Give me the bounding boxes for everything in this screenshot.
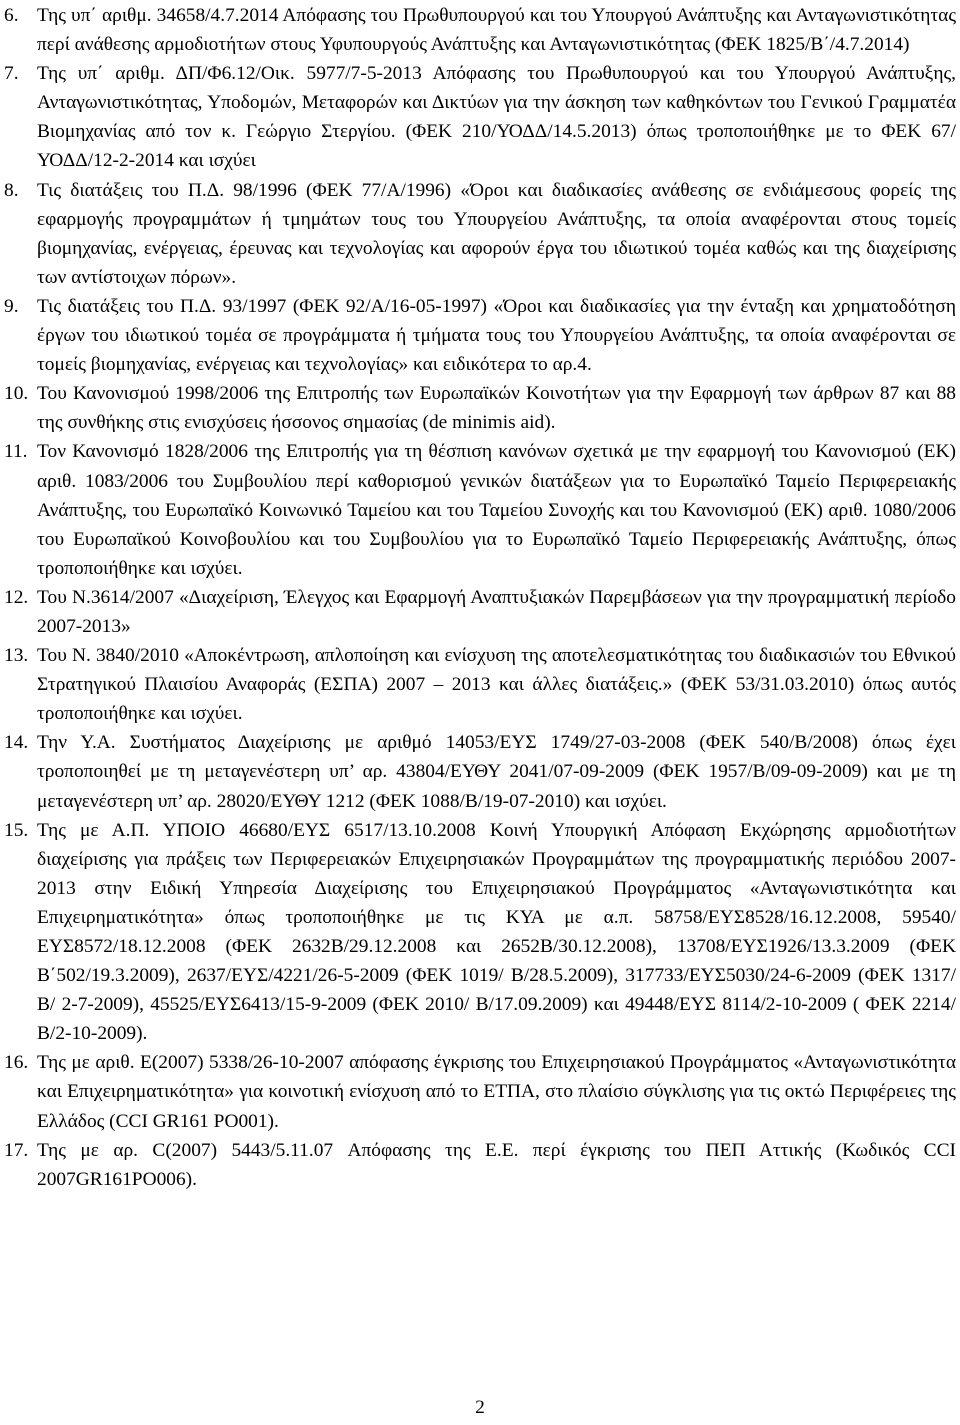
item-text: Της υπ΄ αριθμ. ΔΠ/Φ6.12/Οικ. 5977/7-5-2013 Απόφασης του Πρωθυπουργού και του Υπουργού Ανάπτυξης, Ανταγωνιστικότητας, Υποδομών, Μεταφορών και Δικτύων για την άσκηση των καθηκόντων του Γενικού Γραμματέα Βιομηχανίας από τον κ. Γεώργιο Στεργίου. (ΦΕΚ 210/ΥΟΔΔ/14.5.2013) όπως τροποποιήθηκε με το ΦΕΚ 67/ΥΟΔΔ/12-2-2014 και ισχύει bbox=[37, 63, 956, 172]
item-number: 8. bbox=[4, 179, 19, 201]
item-number: 7. bbox=[4, 63, 19, 85]
list-item bbox=[4, 176, 956, 292]
item-number: 17. bbox=[4, 1139, 29, 1161]
item-text: Του Ν.3614/2007 «Διαχείριση, Έλεγχος και Εφαρμογή Αναπτυξιακών Παρεμβάσεων για την προγραμματική περίοδο 2007-2013» bbox=[37, 586, 956, 637]
item-text: Τον Κανονισμό 1828/2006 της Επιτροπής για τη θέσπιση κανόνων σχετικά με την εφαρμογή του Κανονισμού (ΕΚ) αριθ. 1083/2006 του Συμβουλίου περί καθορισμού γενικών διατάξεων για το Ευρωπαϊκό Ταμείο Περιφερειακής Ανάπτυξης, του Ευρωπαϊκό Κοινωνικό Ταμείου και του Ταμείου Συνοχής και του Κανονισμού (ΕΚ) αριθ. 1080/2006 του Ευρωπαϊκού Κοινοβουλίου και του Συμβουλίου για το Ευρωπαϊκό Ταμείο Περιφερειακής Ανάπτυξης, όπως τροποποιήθηκε και ισχύει. bbox=[37, 441, 956, 579]
item-text: Της με αριθ. Ε(2007) 5338/26-10-2007 απόφασης έγκρισης του Επιχειρησιακού Προγράμματος «Ανταγωνιστικότητα και Επιχειρηματικότητα» για κοινοτική ενίσχυση από το ΕΤΠΑ, στο πλαίσιο σύγκλισης για τις οκτώ Περιφέρειες της Ελλάδος (CCI GR161 PO001). bbox=[37, 1052, 956, 1132]
item-number: 16. bbox=[4, 1052, 29, 1074]
list-item bbox=[4, 1048, 956, 1135]
list-item bbox=[4, 59, 956, 175]
item-number: 15. bbox=[4, 819, 29, 841]
item-text: Του Κανονισμού 1998/2006 της Επιτροπής των Ευρωπαϊκών Κοινοτήτων για την Εφαρμογή των άρθρων 87 και 88 της συνθήκης στις ενισχύσεις ήσσονος σημασίας (de minimis aid). bbox=[37, 383, 956, 434]
item-number: 9. bbox=[4, 295, 19, 317]
list-item bbox=[4, 1136, 956, 1194]
item-text: Τις διατάξεις του Π.Δ. 98/1996 (ΦΕΚ 77/Α/1996) «Όροι και διαδικασίες ανάθεσης σε ενδιάμεσους φορείς της εφαρμογής προγραμμάτων ή τμημάτων τους του Υπουργείου Ανάπτυξης, τα οποία αναφέρονται στους τομείς βιομηχανίας, ενέργειας, έρευνας και τεχνολογίας και αφορούν έργα του ιδιωτικού τομέα καθώς και της διαχείρισης των αντίστοιχων πόρων». bbox=[37, 179, 956, 288]
item-text: Του Ν. 3840/2010 «Αποκέντρωση, απλοποίηση και ενίσχυση της αποτελεσματικότητας του διαδικασιών του Εθνικού Στρατηγικού Πλαισίου Αναφοράς (ΕΣΠΑ) 2007 – 2013 και άλλες διατάξεις.» (ΦΕΚ 53/31.03.2010) όπως αυτός τροποποιήθηκε και ισχύει. bbox=[37, 645, 956, 725]
legal-references-list bbox=[4, 1, 956, 1194]
item-text: Τις διατάξεις του Π.Δ. 93/1997 (ΦΕΚ 92/Α/16-05-1997) «Όροι και διαδικασίες για την ένταξη και χρηματοδότηση έργων του ιδιωτικού τομέα σε προγράμματα ή τμήματα τους του Υπουργείου Ανάπτυξης, τα οποία αναφέρονται σε τομείς βιομηχανίας, ενέργειας και τεχνολογίας» και ειδικότερα το αρ.4. bbox=[37, 295, 956, 376]
item-number: 13. bbox=[4, 645, 29, 667]
list-item bbox=[4, 1, 956, 59]
page-number: 2 bbox=[475, 1397, 485, 1418]
item-number: 10. bbox=[4, 383, 29, 405]
item-number: 11. bbox=[4, 441, 28, 463]
list-item bbox=[4, 292, 956, 379]
item-text: Της υπ΄ αριθμ. 34658/4.7.2014 Απόφασης του Πρωθυπουργού και του Υπουργού Ανάπτυξης και Ανταγωνιστικότητας περί ανάθεσης αρμοδιοτήτων στους Υφυπουργούς Ανάπτυξης και Ανταγωνιστικότητας (ΦΕΚ 1825/Β΄/4.7.2014) bbox=[37, 5, 956, 56]
item-number: 14. bbox=[4, 732, 29, 754]
list-item bbox=[4, 641, 956, 728]
list-item bbox=[4, 816, 956, 1049]
list-item bbox=[4, 437, 956, 582]
list-item bbox=[4, 379, 956, 437]
list-item bbox=[4, 728, 956, 815]
item-text: Της με Α.Π. ΥΠΟΙΟ 46680/ΕΥΣ 6517/13.10.2008 Κοινή Υπουργική Απόφαση Εκχώρησης αρμοδιοτήτων διαχείρισης για πράξεις των Περιφερειακών Επιχειρησιακών Προγραμμάτων της προγραμματικής περιόδου 2007-2013 στην Ειδική Υπηρεσία Διαχείρισης του Επιχειρησιακού Προγράμματος «Ανταγωνιστικότητα και Επιχειρηματικότητα» όπως τροποποιήθηκε με τις ΚΥΑ με α.π. 58758/ΕΥΣ8528/16.12.2008, 59540/ΕΥΣ8572/18.12.2008 (ΦΕΚ 2632Β/29.12.2008 και 2652Β/30.12.2008), 13708/ΕΥΣ1926/13.3.2009 (ΦΕΚ Β΄502/19.3.2009), 2637/ΕΥΣ/4221/26-5-2009 (ΦΕΚ 1019/ Β/28.5.2009), 317733/ΕΥΣ5030/24-6-2009 (ΦΕΚ 1317/ Β/ 2-7-2009), 45525/ΕΥΣ6413/15-9-2009 (ΦΕΚ 2010/ Β/17.09.2009) και 49448/ΕΥΣ 8114/2-10-2009 ( ΦΕΚ 2214/ Β/2-10-2009). bbox=[37, 819, 956, 1045]
item-text: Της με αρ. C(2007) 5443/5.11.07 Απόφασης της Ε.Ε. περί έγκρισης του ΠΕΠ Αττικής (Κωδικός CCI 2007GR161PO006). bbox=[37, 1139, 956, 1190]
item-number: 6. bbox=[4, 5, 19, 26]
list-item bbox=[4, 583, 956, 641]
item-text: Την Υ.Α. Συστήματος Διαχείρισης με αριθμό 14053/ΕΥΣ 1749/27-03-2008 (ΦΕΚ 540/Β/2008) όπως έχει τροποποιηθεί με τη μεταγενέστερη υπ’ αρ. 43804/ΕΥΘΥ 2041/07-09-2009 (ΦΕΚ 1957/Β/09-09-2009) και με τη μεταγενέστερη υπ’ αρ. 28020/ΕΥΘΥ 1212 (ΦΕΚ 1088/Β/19-07-2010) και ισχύει. bbox=[37, 732, 956, 812]
item-number: 12. bbox=[4, 586, 29, 608]
